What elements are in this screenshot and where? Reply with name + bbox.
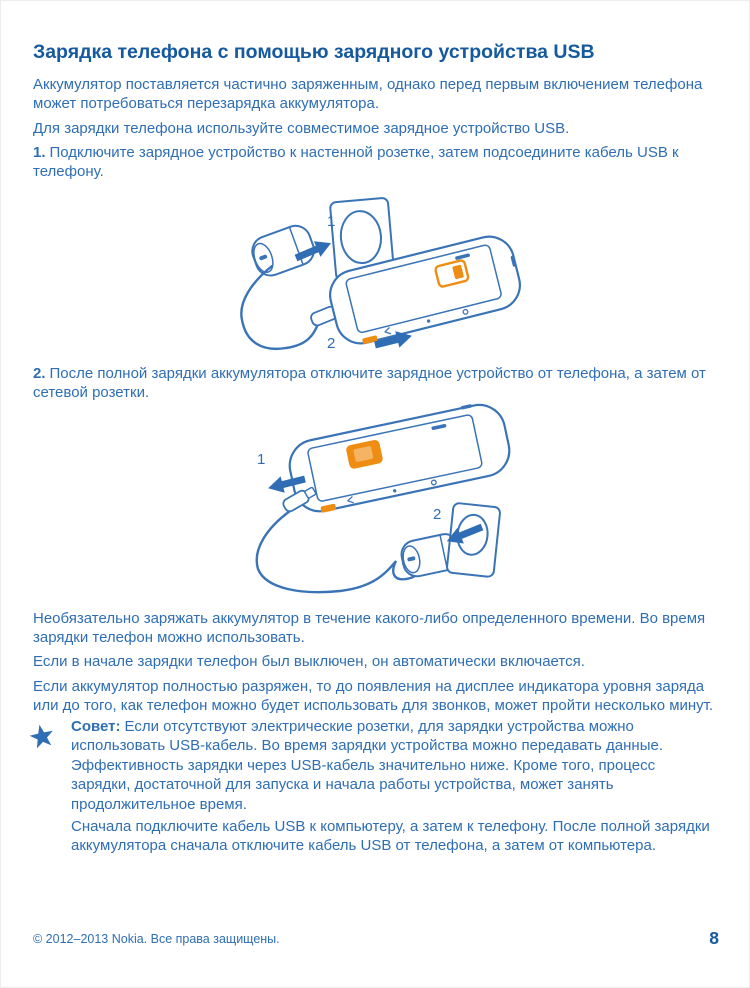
- figure-step-label: 1: [327, 213, 336, 230]
- figure-step-label: 2: [327, 335, 336, 352]
- text-line: Для зарядки телефона используйте совместимое зарядное устройство USB.: [33, 120, 570, 137]
- text-line: телефону.: [33, 163, 104, 181]
- text-line: Если аккумулятор полностью разряжен, то до появления на дисплее индикатора уровня заряда: [33, 678, 705, 695]
- usb-cable-icon: [241, 266, 318, 349]
- tip-label: Совет:: [71, 718, 121, 735]
- usb-cable-icon: [257, 511, 421, 592]
- text-line: зарядки телефон можно использовать.: [33, 629, 305, 647]
- step-2-text: После полной зарядки аккумулятора отключите зарядное устройство от телефона, а затем от: [49, 365, 706, 382]
- text-line: продолжительное время.: [71, 795, 247, 813]
- text-line: зарядки, достаточной для запуска и начала работы устройства, может занять: [71, 776, 614, 794]
- text-line: Сначала подключите кабель USB к компьютеру, а затем к телефону. После полной зарядки: [71, 818, 710, 835]
- text-line: Если в начале зарядки телефон был выключен, он автоматически включается.: [33, 653, 585, 670]
- body-paragraph-4: [33, 652, 585, 671]
- intro-paragraph-2: [33, 119, 569, 138]
- figure-step-label: 2: [433, 506, 442, 523]
- page-number: 8: [709, 928, 719, 948]
- page-title: Зарядка телефона с помощью зарядного устройства USB: [33, 41, 595, 63]
- copyright-notice: © 2012–2013 Nokia. Все права защищены.: [33, 932, 280, 946]
- tip-star-icon: [29, 723, 55, 749]
- tip-paragraph-2: [71, 817, 710, 856]
- tip-paragraph-1: [71, 717, 663, 814]
- tip-text-first-line: Если отсутствуют электрические розетки, для зарядки устройства можно: [124, 718, 634, 735]
- text-line: или до того, как телефон можно будет использовать для звонков, может пройти несколько минут.: [33, 697, 714, 715]
- text-line: сетевой розетки.: [33, 384, 150, 402]
- text-line: использовать USB-кабель. Во время зарядки устройства можно передавать данные.: [71, 737, 663, 755]
- body-paragraph-5: [33, 677, 713, 716]
- text-line: может потребоваться перезарядка аккумулятора.: [33, 95, 380, 113]
- text-line: аккумулятора сначала отключите кабель USB от телефона, а затем от компьютера.: [71, 837, 656, 855]
- figure-charging-disconnect: [0, 393, 750, 605]
- intro-paragraph-1: [33, 75, 702, 114]
- figure-charging-connect: [0, 190, 750, 366]
- text-line: Аккумулятор поставляется частично заряженным, однако перед первым включением телефона: [33, 76, 703, 93]
- step-1-number: 1.: [33, 144, 46, 161]
- phone-icon: [285, 398, 515, 517]
- step-2-number: 2.: [33, 365, 46, 382]
- step-1-paragraph: [33, 143, 679, 182]
- text-line: Эффективность зарядки через USB-кабель значительно ниже. Кроме того, процесс: [71, 756, 656, 774]
- text-line: Необязательно заряжать аккумулятор в течение какого-либо определенного времени. Во время: [33, 610, 706, 627]
- figure-step-label: 1: [257, 451, 266, 468]
- body-paragraph-3: [33, 609, 705, 648]
- step-1-text: Подключите зарядное устройство к настенной розетке, затем подсоедините кабель USB к: [49, 144, 679, 161]
